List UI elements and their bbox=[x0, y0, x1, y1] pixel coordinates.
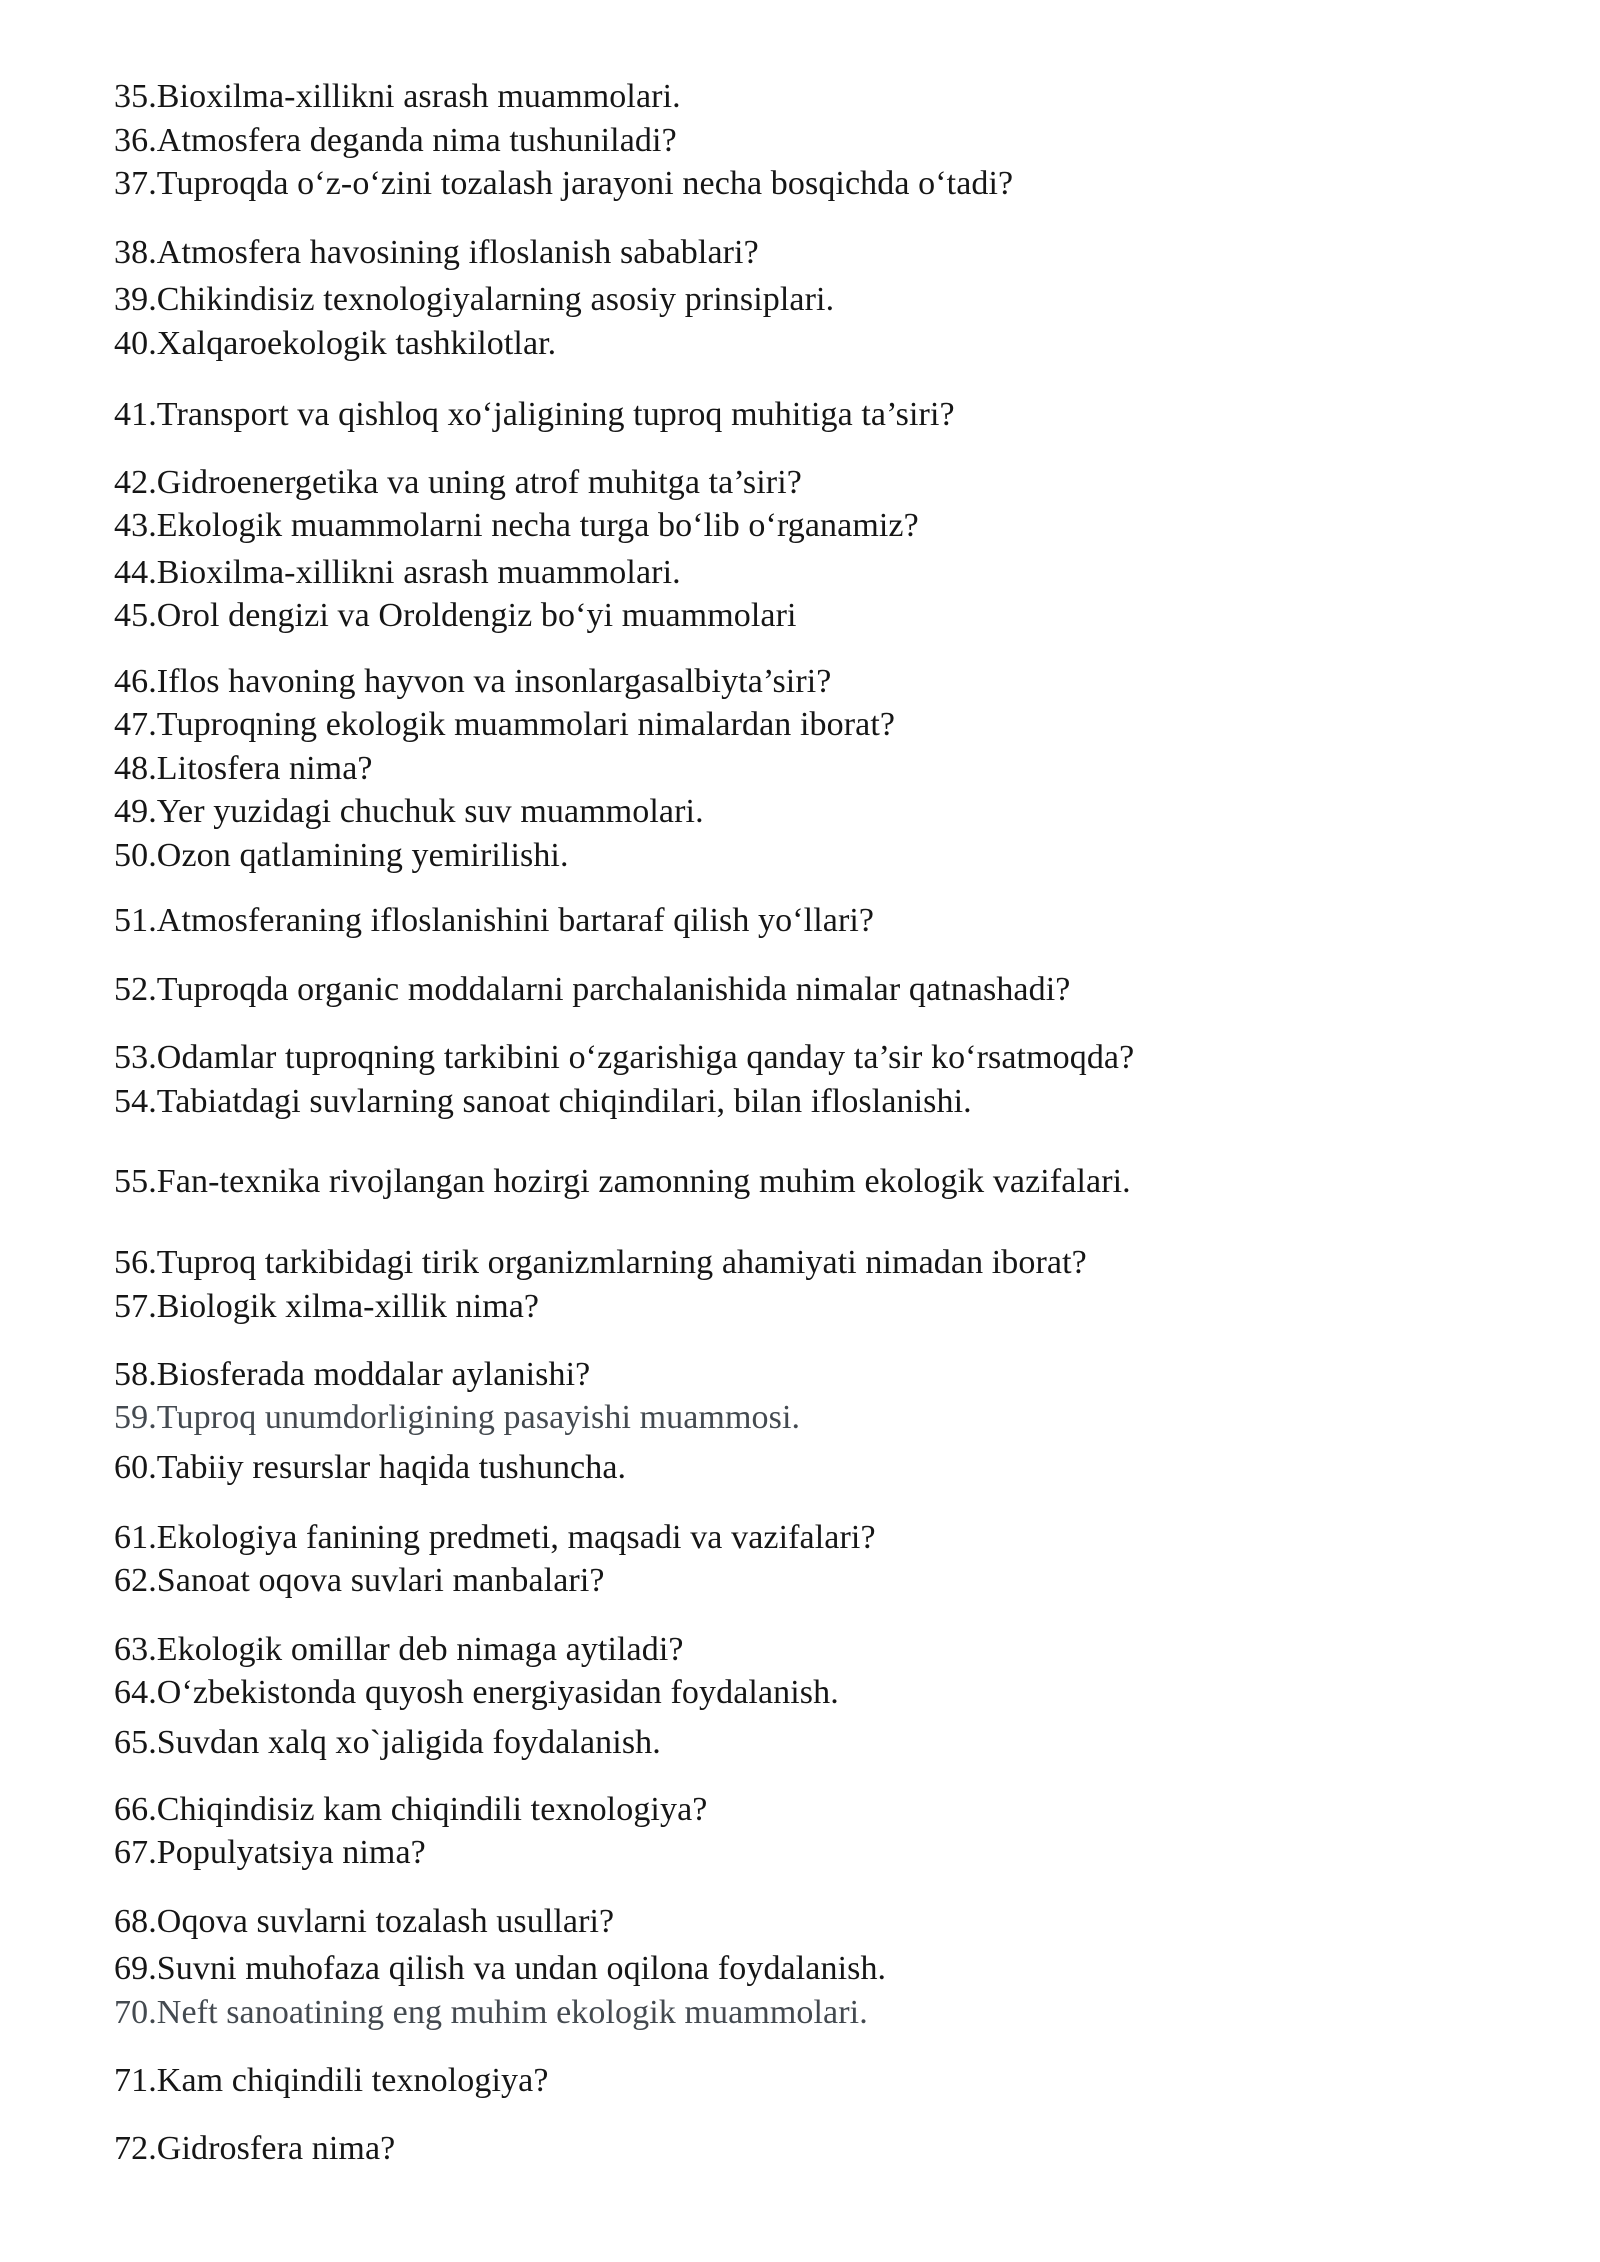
question-40: 40.Xalqaroekologik tashkilotlar. bbox=[114, 325, 557, 362]
question-36: 36.Atmosfera deganda nima tushuniladi? bbox=[114, 122, 677, 159]
question-58: 58.Biosferada moddalar aylanishi? bbox=[114, 1356, 591, 1393]
question-59: 59.Tuproq unumdorligining pasayishi muammosi. bbox=[114, 1399, 801, 1436]
question-53: 53.Odamlar tuproqning tarkibini o‘zgarishiga qanday ta’sir ko‘rsatmoqda? bbox=[114, 1039, 1135, 1076]
question-63: 63.Ekologik omillar deb nimaga aytiladi? bbox=[114, 1631, 684, 1668]
question-70: 70.Neft sanoatining eng muhim ekologik muammolari. bbox=[114, 1994, 868, 2031]
question-69: 69.Suvni muhofaza qilish va undan oqilona foydalanish. bbox=[114, 1950, 887, 1987]
question-50: 50.Ozon qatlamining yemirilishi. bbox=[114, 837, 569, 874]
question-55: 55.Fan-texnika rivojlangan hozirgi zamonning muhim ekologik vazifalari. bbox=[114, 1163, 1131, 1200]
question-51: 51.Atmosferaning ifloslanishini bartaraf qilish yo‘llari? bbox=[114, 902, 875, 939]
question-43: 43.Ekologik muammolarni necha turga bo‘lib o‘rganamiz? bbox=[114, 507, 919, 544]
question-46: 46.Iflos havoning hayvon va insonlargasalbiyta’siri? bbox=[114, 663, 832, 700]
question-52: 52.Tuproqda organic moddalarni parchalanishida nimalar qatnashadi? bbox=[114, 971, 1071, 1008]
question-42: 42.Gidroenergetika va uning atrof muhitga ta’siri? bbox=[114, 464, 802, 501]
question-66: 66.Chiqindisiz kam chiqindili texnologiya? bbox=[114, 1791, 708, 1828]
question-57: 57.Biologik xilma-xillik nima? bbox=[114, 1288, 540, 1325]
question-49: 49.Yer yuzidagi chuchuk suv muammolari. bbox=[114, 793, 704, 830]
question-72: 72.Gidrosfera nima? bbox=[114, 2130, 396, 2167]
question-68: 68.Oqova suvlarni tozalash usullari? bbox=[114, 1903, 615, 1940]
question-48: 48.Litosfera nima? bbox=[114, 750, 373, 787]
question-61: 61.Ekologiya fanining predmeti, maqsadi va vazifalari? bbox=[114, 1519, 876, 1556]
question-35: 35.Bioxilma-xillikni asrash muammolari. bbox=[114, 78, 681, 115]
question-41: 41.Transport va qishloq xo‘jaligining tuproq muhitiga ta’siri? bbox=[114, 396, 955, 433]
question-38: 38.Atmosfera havosining ifloslanish sabablari? bbox=[114, 234, 759, 271]
question-60: 60.Tabiiy resurslar haqida tushuncha. bbox=[114, 1449, 627, 1486]
question-65: 65.Suvdan xalq xo`jaligida foydalanish. bbox=[114, 1724, 661, 1761]
question-45: 45.Orol dengizi va Oroldengiz bo‘yi muammolari bbox=[114, 597, 797, 634]
question-56: 56.Tuproq tarkibidagi tirik organizmlarning ahamiyati nimadan iborat? bbox=[114, 1244, 1087, 1281]
question-71: 71.Kam chiqindili texnologiya? bbox=[114, 2062, 549, 2099]
question-44: 44.Bioxilma-xillikni asrash muammolari. bbox=[114, 554, 681, 591]
question-54: 54.Tabiatdagi suvlarning sanoat chiqindilari, bilan ifloslanishi. bbox=[114, 1083, 972, 1120]
question-39: 39.Chikindisiz texnologiyalarning asosiy prinsiplari. bbox=[114, 281, 835, 318]
question-64: 64.O‘zbekistonda quyosh energiyasidan foydalanish. bbox=[114, 1674, 839, 1711]
question-37: 37.Tuproqda o‘z-o‘zini tozalash jarayoni necha bosqichda o‘tadi? bbox=[114, 165, 1014, 202]
question-67: 67.Populyatsiya nima? bbox=[114, 1834, 426, 1871]
question-62: 62.Sanoat oqova suvlari manbalari? bbox=[114, 1562, 605, 1599]
question-47: 47.Tuproqning ekologik muammolari nimalardan iborat? bbox=[114, 706, 896, 743]
